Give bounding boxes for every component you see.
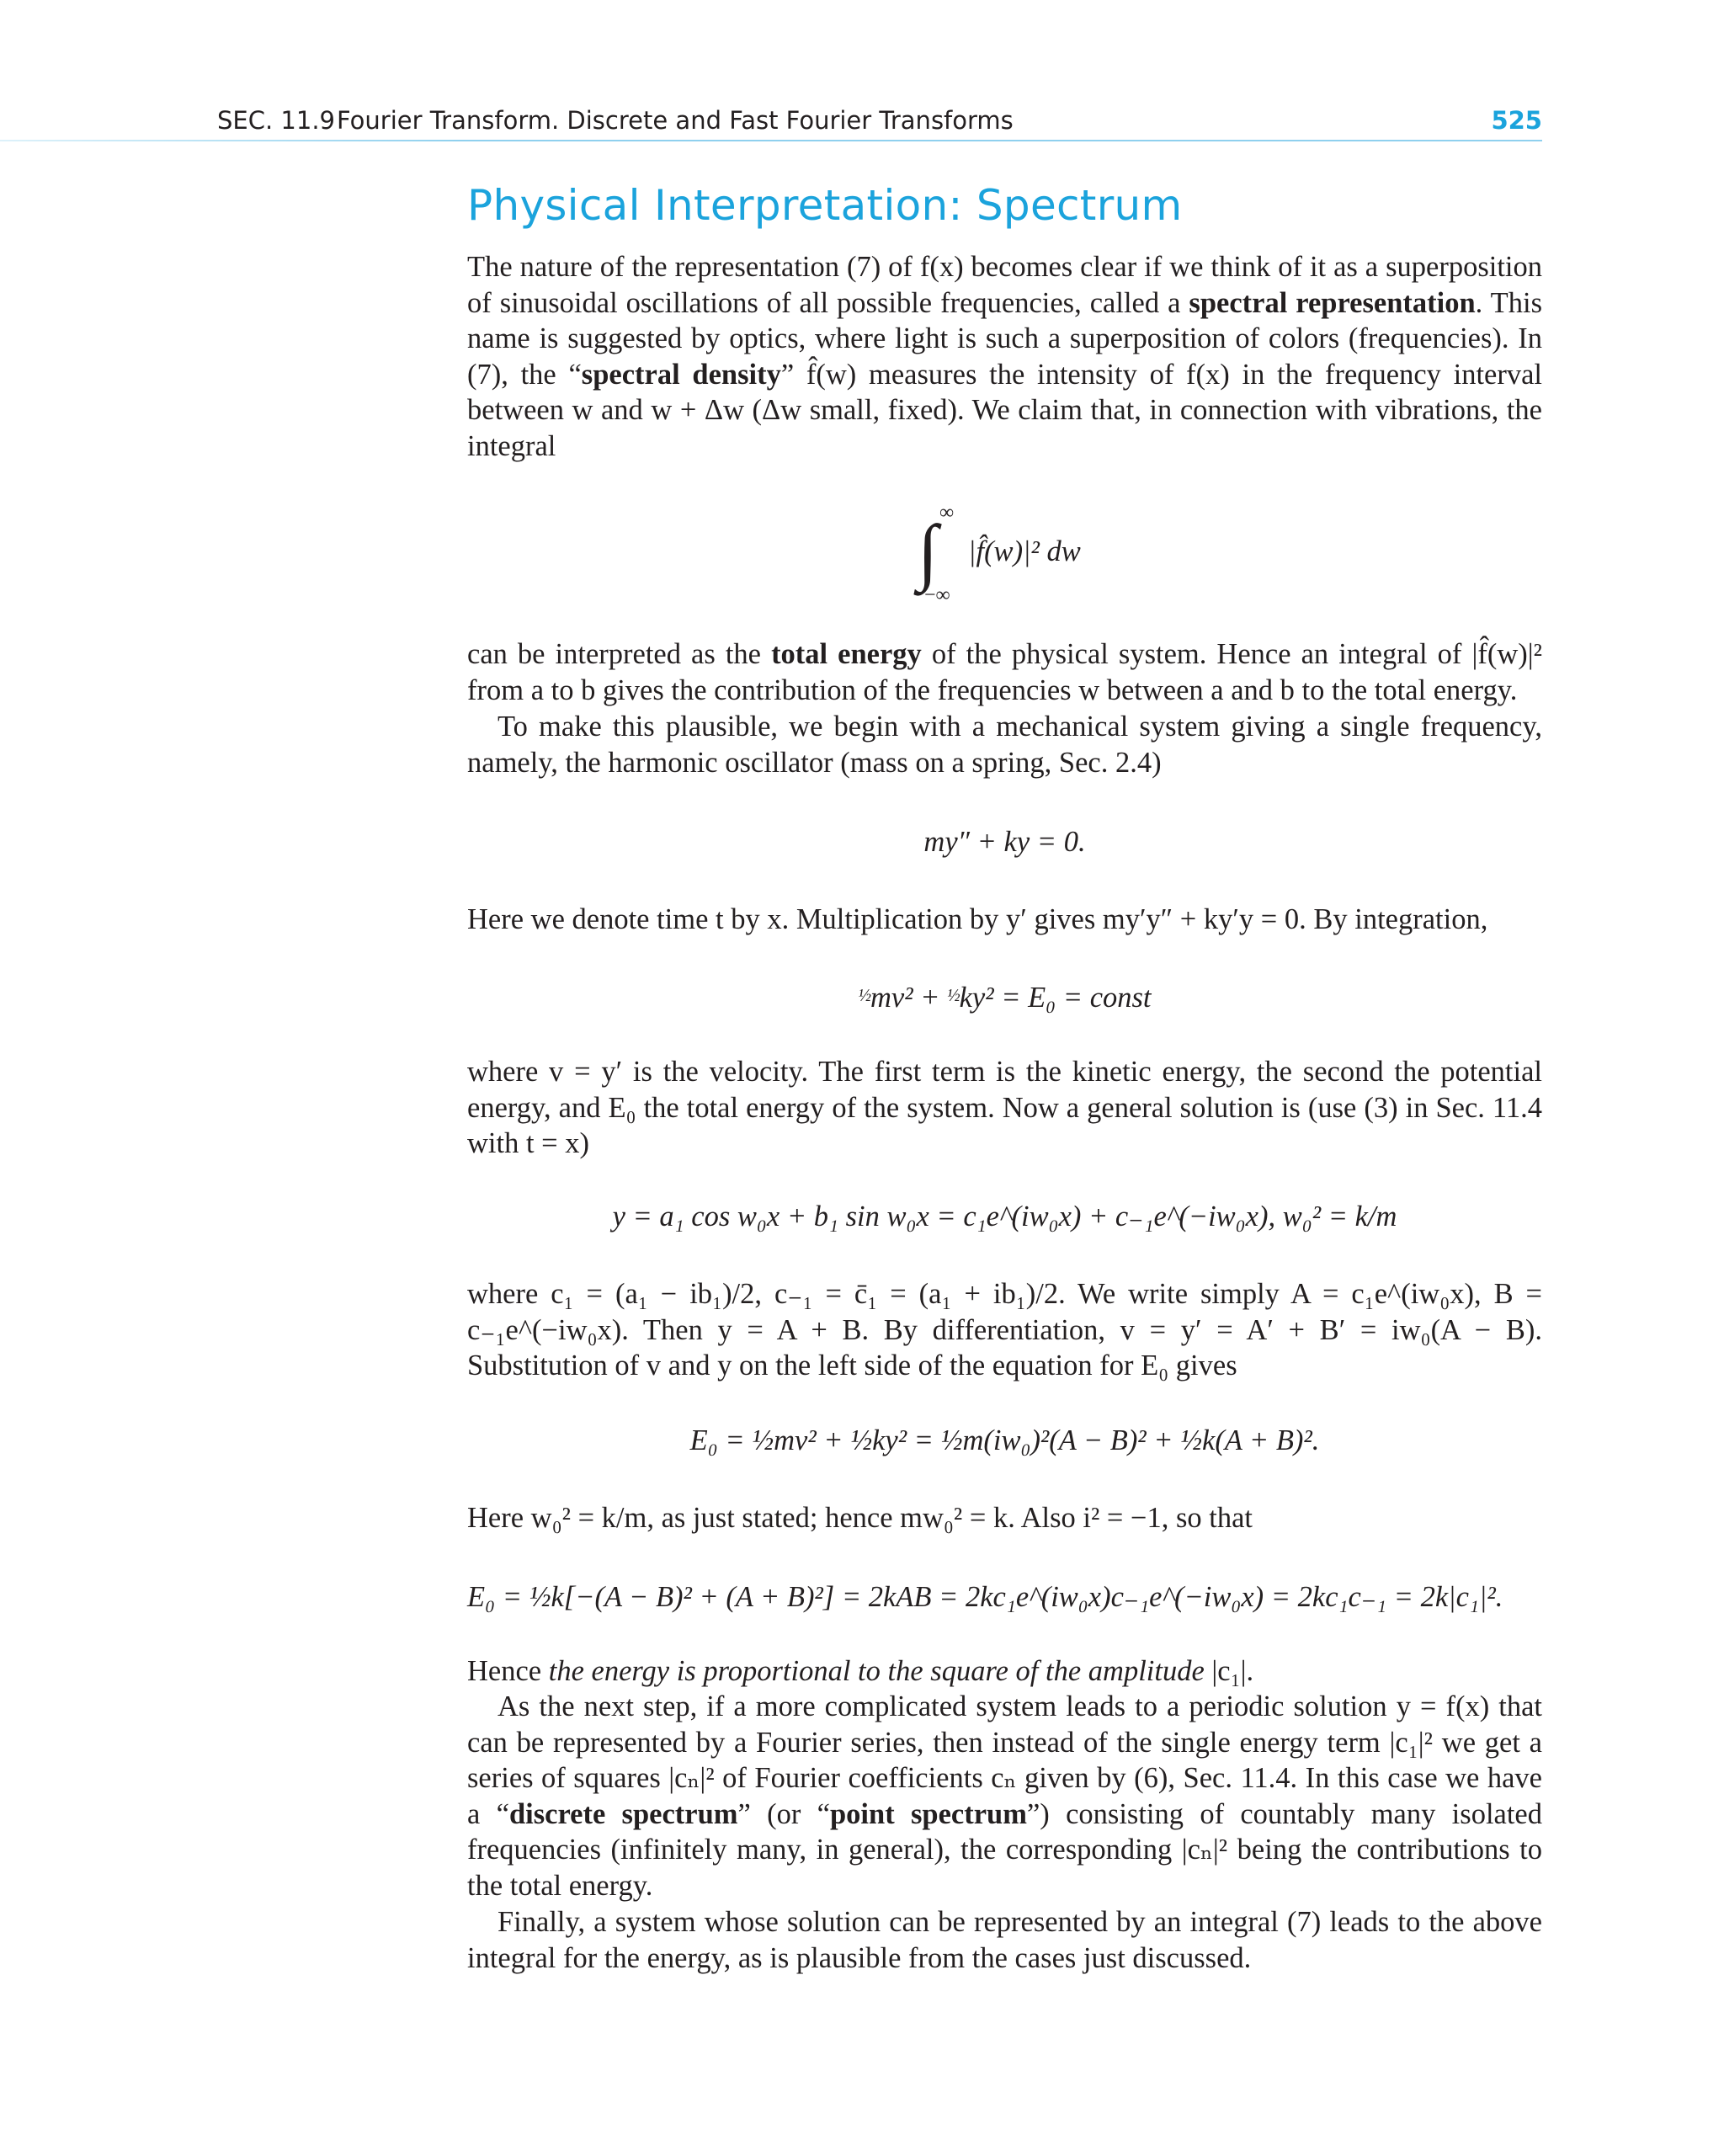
running-header xyxy=(217,103,1542,141)
paragraph-velocity: where v = y′ is the velocity. The first term is the kinetic energy, the second the potential energy, and E₀ the total energy of the system. Now a general solution is (use (3) in Sec. 11.4 with t = x) xyxy=(467,1056,1542,1159)
section-heading: Physical Interpretation: Spectrum xyxy=(467,181,1183,230)
paragraph-discrete-spectrum xyxy=(467,1689,1542,1903)
header-rule xyxy=(0,140,1542,141)
integral-upper-limit: ∞ xyxy=(939,502,955,524)
text-run: of the physical system. Hence an integral of |f̂(w)|² from a to b gives the contribution of the frequencies w between a and b to the total energy. xyxy=(467,638,1542,706)
equation-e0-result: E₀ = ½k[−(A − B)² + (A + B)²] = 2kAB = 2kc₁e^(iw₀x)c₋₁e^(−iw₀x) = 2kc₁c₋₁ = 2k|c₁|². xyxy=(467,1581,1503,1613)
equation-e0-expansion: E₀ = ½mv² + ½ky² = ½m(iw₀)²(A − B)² + ½k(A + B)². xyxy=(689,1424,1320,1456)
equation-energy-const xyxy=(467,978,1542,1015)
paragraph-harmonic-oscillator: To make this plausible, we begin with a mechanical system giving a single frequency, namely, the harmonic oscillator (mass on a spring, Sec. 2.4) xyxy=(467,711,1542,779)
fraction-half: ½ xyxy=(858,987,870,1005)
text-run: ” (or “ xyxy=(737,1797,830,1830)
paragraph-total-energy xyxy=(467,636,1542,708)
integral-sign: ∫ xyxy=(918,511,939,593)
paragraph-coefficients: where c₁ = (a₁ − ib₁)/2, c₋₁ = c̄₁ = (a₁ + ib₁)/2. We write simply A = c₁e^(iw₀x), B = c₋₁e^(−iw₀x). Then y = A + B. By differentiation, v = y′ = A′ + B′ = iw₀(A − B). Substitution of v and y on the left side of the equation for E₀ gives xyxy=(467,1278,1542,1381)
paragraph-multiplication: Here we denote time t by x. Multiplication by y′ gives my′y″ + ky′y = 0. By integration, xyxy=(467,903,1488,935)
bold-term-total-energy: total energy xyxy=(771,638,922,670)
equation-general-solution: y = a₁ cos w₀x + b₁ sin w₀x = c₁e^(iw₀x) + c₋₁e^(−iw₀x), w₀² = k/m xyxy=(612,1200,1397,1232)
paragraph-energy-amplitude xyxy=(467,1653,1542,1690)
integral-lower-limit: −∞ xyxy=(924,584,950,606)
equation-term: ky² = E₀ = const xyxy=(959,982,1152,1014)
text-run: can be interpreted as the xyxy=(467,638,772,670)
equation-oscillator: my″ + ky = 0. xyxy=(923,826,1086,858)
page-number: 525 xyxy=(1491,106,1542,135)
energy-integral xyxy=(909,502,1128,606)
header-section-number: SEC. 11.9 xyxy=(217,106,335,135)
italic-statement: the energy is proportional to the square of the amplitude xyxy=(548,1655,1205,1687)
bold-term-point-spectrum: point spectrum xyxy=(830,1797,1027,1830)
fraction-half: ½ xyxy=(947,987,960,1005)
text-run: The nature of the representation (7) of f(x) becomes clear if we think of it as a superposition of sinusoidal oscillations of all possible frequencies, called a xyxy=(467,251,1542,319)
text-run: As the next step, if a more complicated system leads to a periodic solution y = f(x) that can be represented by a Fourier series, then instead of the single energy term |c₁|² we get a series of squares |cₙ|² of Fourier coefficients cₙ given by (6), Sec. 11.4. In this case we have a “ xyxy=(467,1690,1542,1830)
equation-term: mv² + xyxy=(870,982,948,1014)
bold-term-spectral-representation: spectral representation xyxy=(1189,286,1476,319)
text-run: |c₁|. xyxy=(1204,1655,1254,1687)
paragraph-frequency-relation: Here w₀² = k/m, as just stated; hence mw₀² = k. Also i² = −1, so that xyxy=(467,1502,1253,1534)
text-run: ” f̂(w) measures the intensity of f(x) in the frequency interval between w and w + Δw (Δw small, fixed). We claim that, in connection with vibrations, the integral xyxy=(467,358,1542,462)
integrand: |f̂(w)|² dw xyxy=(968,535,1081,567)
bold-term-discrete-spectrum: discrete spectrum xyxy=(508,1797,738,1830)
paragraph-spectral-representation xyxy=(467,249,1542,464)
text-run: ”) consisting of countably many isolated frequencies (infinitely many, in general), the corresponding |cₙ|² being the contributions to the total energy. xyxy=(467,1797,1542,1902)
text-run: . This name is suggested by optics, where light is such a superposition of colors (frequencies). In (7), the “ xyxy=(467,286,1542,391)
header-chapter-title: Fourier Transform. Discrete and Fast Fourier Transforms xyxy=(337,106,1014,135)
paragraph-conclusion: Finally, a system whose solution can be represented by an integral (7) leads to the above integral for the energy, as is plausible from the cases just discussed. xyxy=(467,1906,1542,1974)
bold-term-spectral-density: spectral density xyxy=(581,358,781,391)
text-run: Hence xyxy=(467,1655,549,1687)
